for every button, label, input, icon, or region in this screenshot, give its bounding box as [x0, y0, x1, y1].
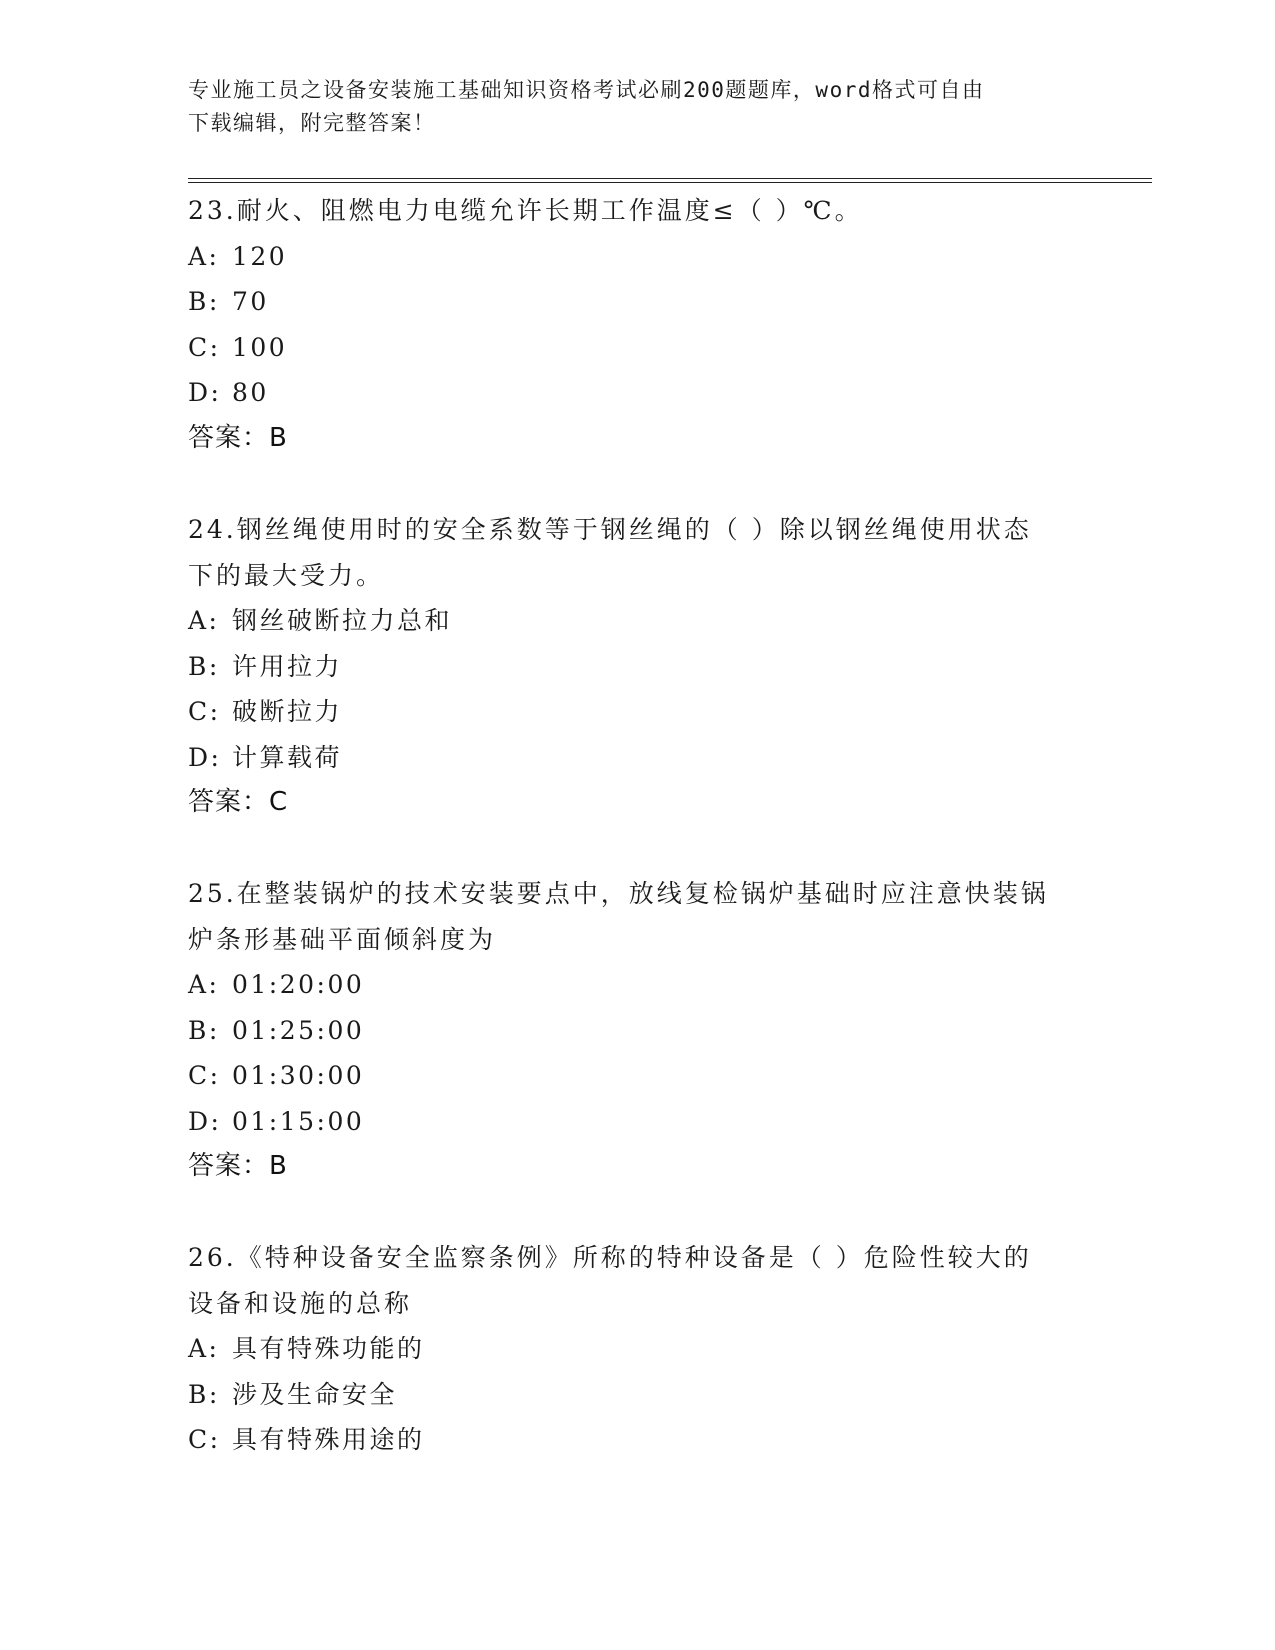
option-letter: A: — [188, 970, 220, 999]
option-letter: D: — [188, 1106, 222, 1136]
question-26 — [188, 1235, 1088, 1463]
option-letter: B: — [188, 1379, 220, 1409]
option-d — [188, 370, 1088, 416]
option-text: 具有特殊功能的 — [232, 1334, 425, 1363]
option-text: 80 — [232, 378, 269, 407]
answer-line: 答案：B — [188, 422, 288, 453]
option-c — [188, 1417, 1088, 1463]
option-b — [188, 644, 1088, 690]
option-letter: A: — [188, 241, 220, 271]
option-a — [188, 1326, 1088, 1372]
option-letter: C: — [188, 1061, 221, 1090]
option-text: 破断拉力 — [232, 697, 343, 726]
question-stem: 23.耐火、阻燃电力电缆允许长期工作温度≤（ ）℃。 — [188, 196, 863, 225]
question-23 — [188, 188, 1088, 461]
question-24 — [188, 507, 1088, 826]
option-a — [188, 598, 1088, 644]
answer-line: 答案：C — [188, 787, 289, 817]
option-c — [188, 325, 1088, 371]
option-letter: A: — [188, 606, 220, 635]
option-text: 01:15:00 — [232, 1106, 365, 1136]
option-letter: C: — [188, 332, 221, 362]
document-header — [188, 74, 1068, 140]
header-line-2: 下载编辑，附完整答案！ — [188, 111, 436, 135]
option-text: 120 — [232, 241, 288, 271]
question-stem: 26.《特种设备安全监察条例》所称的特种设备是（ ）危险性较大的 — [188, 1243, 1032, 1272]
answer-line: 答案：B — [188, 1151, 288, 1181]
option-text: 01:30:00 — [232, 1061, 365, 1090]
question-stem: 24.钢丝绳使用时的安全系数等于钢丝绳的（ ）除以钢丝绳使用状态 — [188, 515, 1032, 544]
question-stem-continuation: 炉条形基础平面倾斜度为 — [188, 924, 497, 954]
header-divider-top — [188, 178, 1152, 179]
option-text: 涉及生命安全 — [232, 1379, 398, 1409]
header-line-1: 专业施工员之设备安装施工基础知识资格考试必刷200题题库，word格式可自由 — [188, 78, 985, 102]
question-25 — [188, 871, 1088, 1190]
option-a — [188, 234, 1088, 280]
option-letter: B: — [188, 651, 220, 681]
option-letter: B: — [188, 1015, 220, 1045]
option-letter: C: — [188, 697, 221, 726]
option-d — [188, 1099, 1088, 1145]
option-b — [188, 1008, 1088, 1054]
option-text: 计算载荷 — [232, 742, 343, 772]
option-text: 具有特殊用途的 — [232, 1425, 425, 1454]
option-letter: D: — [188, 742, 222, 772]
option-letter: A: — [188, 1334, 220, 1363]
option-text: 100 — [232, 332, 288, 362]
option-b — [188, 1372, 1088, 1418]
option-text: 许用拉力 — [232, 651, 343, 681]
option-a — [188, 962, 1088, 1008]
option-b — [188, 279, 1088, 325]
option-text: 01:25:00 — [232, 1015, 365, 1045]
option-text: 钢丝破断拉力总和 — [232, 606, 453, 635]
option-text: 01:20:00 — [232, 970, 365, 999]
option-letter: C: — [188, 1425, 221, 1454]
option-letter: B: — [188, 287, 220, 316]
question-stem-continuation: 下的最大受力。 — [188, 560, 385, 590]
option-text: 70 — [232, 287, 269, 316]
option-letter: D: — [188, 378, 222, 407]
header-divider-bottom — [188, 182, 1152, 183]
option-c — [188, 1053, 1088, 1099]
question-stem: 25.在整装锅炉的技术安装要点中，放线复检锅炉基础时应注意快装锅 — [188, 879, 1049, 908]
option-d — [188, 735, 1088, 781]
option-c — [188, 689, 1088, 735]
question-stem-continuation: 设备和设施的总称 — [188, 1288, 413, 1318]
